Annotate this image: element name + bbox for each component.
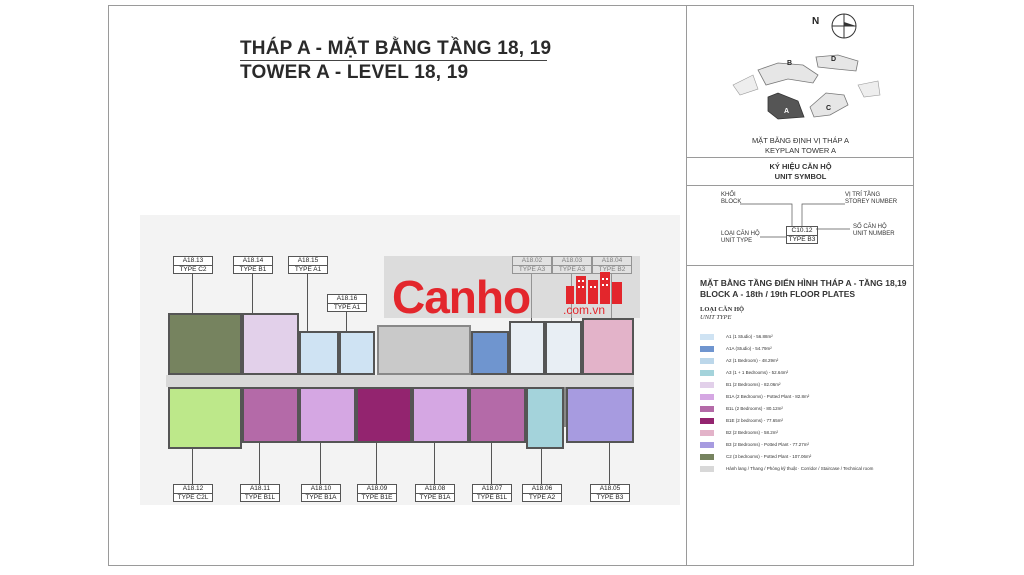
symbol-leader-lines <box>740 195 850 245</box>
legend-label: B2 (2 Bedrooms) - 58.2m² <box>726 430 779 435</box>
corridor <box>166 375 634 387</box>
leader-line <box>192 449 193 484</box>
legend-swatch <box>700 394 714 400</box>
symbol-block-vi: KHỐI <box>721 192 736 198</box>
leader-line <box>307 273 308 331</box>
unit-a18-05 <box>566 387 634 443</box>
unit-type: TYPE B1L <box>476 493 508 501</box>
unit-type: TYPE A2 <box>528 493 556 501</box>
legend-title-en: BLOCK A - 18th / 19th FLOOR PLATES <box>700 289 856 299</box>
unit-a18-15 <box>299 331 339 375</box>
unit-code: A18.08 <box>416 485 454 494</box>
legend-title-vi: MẶT BẰNG TẦNG ĐIỂN HÌNH THÁP A - TẦNG 18,19 <box>700 278 907 288</box>
unit-tag-bottom <box>590 484 630 502</box>
keyplan-block-b: B <box>787 60 793 67</box>
unit-a18-12 <box>168 387 242 449</box>
legend-swatch <box>700 370 714 376</box>
legend-label: B3 (2 Bedrooms) - Potted Plant - 77.27m² <box>726 442 810 447</box>
legend-swatch <box>700 334 714 340</box>
legend-swatch <box>700 454 714 460</box>
legend-label: C2 (3 bedrooms) - Potted Plant - 107.06m² <box>726 454 812 459</box>
unit-a18-16 <box>339 331 375 375</box>
unit-code: A18.07 <box>473 485 511 494</box>
unit-symbol-heading-en: UNIT SYMBOL <box>774 172 827 181</box>
leader-line <box>609 443 610 484</box>
unit-tag-bottom <box>173 484 213 502</box>
leader-line <box>541 449 542 484</box>
unit-type: TYPE A1 <box>333 303 361 311</box>
unit-code: A18.12 <box>174 485 212 494</box>
building-logo-icon <box>564 272 630 304</box>
legend-label: Hành lang / Thang / Phòng kỹ thuật · Corridor / Staircase / Technical room <box>726 466 874 471</box>
legend-swatch <box>700 382 714 388</box>
leader-line <box>192 273 193 313</box>
legend-label: A1A (Studio) - 54.79m² <box>726 346 772 351</box>
legend-label: A3 (1 + 1 Bedrooms) - 52.64m² <box>726 370 789 375</box>
unit-tag-bottom <box>522 484 562 502</box>
title-english: TOWER A - LEVEL 18, 19 <box>240 62 469 83</box>
north-label: N <box>812 16 820 27</box>
legend-swatch <box>700 346 714 352</box>
unit-code: A18.06 <box>523 485 561 494</box>
unit-code: A18.05 <box>591 485 629 494</box>
unit-a18-04 <box>582 318 634 375</box>
leader-line <box>252 273 253 313</box>
unit-type: TYPE C2L <box>177 493 209 501</box>
unit-code: A18.10 <box>302 485 340 494</box>
unit-type: TYPE B1A <box>305 493 337 501</box>
leader-line <box>320 443 321 484</box>
watermark-brand: Canho <box>392 271 531 323</box>
unit-type: TYPE B1 <box>239 265 267 273</box>
unit-a18-06 <box>526 387 564 449</box>
keyplan-site-map <box>718 45 888 127</box>
unit-type: TYPE A1 <box>294 265 322 273</box>
keyplan-caption-vi: MẶT BẰNG ĐỊNH VỊ THÁP A <box>751 136 850 145</box>
legend-label: B1L (2 Bedrooms) - 80.12m² <box>726 406 783 411</box>
unit-type: TYPE B3 <box>596 493 624 501</box>
unit-a18-08 <box>412 387 469 443</box>
legend-subtitle-vi: LOẠI CĂN HỘ <box>700 306 745 313</box>
unit-tag-top <box>233 256 273 274</box>
legend-swatch <box>700 430 714 436</box>
legend-swatch <box>700 358 714 364</box>
leader-line <box>434 443 435 484</box>
symbol-sample-type: TYPE B3 <box>788 235 816 243</box>
legend-subtitle-en: UNIT TYPE <box>700 314 732 321</box>
symbol-sample-code: C10.12 <box>787 227 817 236</box>
unit-a18-14 <box>242 313 299 375</box>
legend-swatch <box>700 406 714 412</box>
unit-type: TYPE C2 <box>179 265 207 273</box>
symbol-storey-en: STOREY NUMBER <box>845 199 898 205</box>
unit-tag-bottom <box>240 484 280 502</box>
unit-type: TYPE B1A <box>419 493 451 501</box>
symbol-unit-number-en: UNIT NUMBER <box>853 231 895 237</box>
watermark-domain: .com.vn <box>563 303 606 317</box>
unit-tag-bottom <box>472 484 512 502</box>
leader-line <box>346 311 347 331</box>
leader-line <box>491 443 492 484</box>
leader-line <box>376 443 377 484</box>
unit-symbol-heading-vi: KÝ HIỆU CĂN HỘ <box>769 162 832 171</box>
unit-tag-bottom <box>415 484 455 502</box>
unit-code: A18.09 <box>358 485 396 494</box>
unit-a18-07 <box>469 387 526 443</box>
keyplan-block-c: C <box>826 105 832 112</box>
unit-tag-top <box>288 256 328 274</box>
unit-code: A18.15 <box>289 257 327 266</box>
unit-tag-bottom <box>357 484 397 502</box>
unit-type: TYPE B1L <box>244 493 276 501</box>
symbol-unit-type-vi: LOẠI CĂN HỘ <box>721 231 760 237</box>
unit-a18-03 <box>545 321 582 375</box>
unit-a18-10 <box>299 387 356 443</box>
legend-swatch <box>700 442 714 448</box>
unit-type: TYPE B1E <box>361 493 393 501</box>
keyplan-caption-en: KEYPLAN TOWER A <box>765 146 836 155</box>
unit-tag-top <box>327 294 367 312</box>
symbol-unit-type-en: UNIT TYPE <box>721 238 753 244</box>
title-underline <box>240 60 547 61</box>
legend-label: B1 (2 Bedrooms) - 82.06m² <box>726 382 781 387</box>
unit-code: A18.16 <box>328 295 366 304</box>
unit-a18-13 <box>168 313 242 375</box>
legend-label: B1A (2 Bedrooms) - Potted Plant - 82.8m² <box>726 394 810 399</box>
unit-code: A18.14 <box>234 257 272 266</box>
keyplan-block-a: A <box>784 108 790 115</box>
core-stair <box>377 325 471 375</box>
legend-label: A2 (1 Bedroom) - 48.29m² <box>726 358 779 363</box>
unit-a18-09 <box>356 387 412 443</box>
legend-label: A1 (1 Studio) - 56.88m² <box>726 334 773 339</box>
unit-tag-top <box>173 256 213 274</box>
unit-a18-11 <box>242 387 299 443</box>
legend-swatch <box>700 418 714 424</box>
keyplan-block-d: D <box>831 56 837 63</box>
leader-line <box>259 443 260 484</box>
legend-label: B1E (2 bedrooms) - 77.65m² <box>726 418 784 423</box>
unit-a1a <box>471 331 509 375</box>
symbol-unit-number-vi: SỐ CĂN HỘ <box>853 224 887 230</box>
unit-code: A18.11 <box>241 485 279 494</box>
unit-code: A18.13 <box>174 257 212 266</box>
unit-tag-bottom <box>301 484 341 502</box>
symbol-block-en: BLOCK <box>721 199 742 205</box>
title-vietnamese: THÁP A - MẶT BẰNG TẦNG 18, 19 <box>240 38 552 59</box>
symbol-storey-vi: VỊ TRÍ TẦNG <box>845 192 881 198</box>
legend-swatch <box>700 466 714 472</box>
unit-a18-02 <box>509 321 545 375</box>
